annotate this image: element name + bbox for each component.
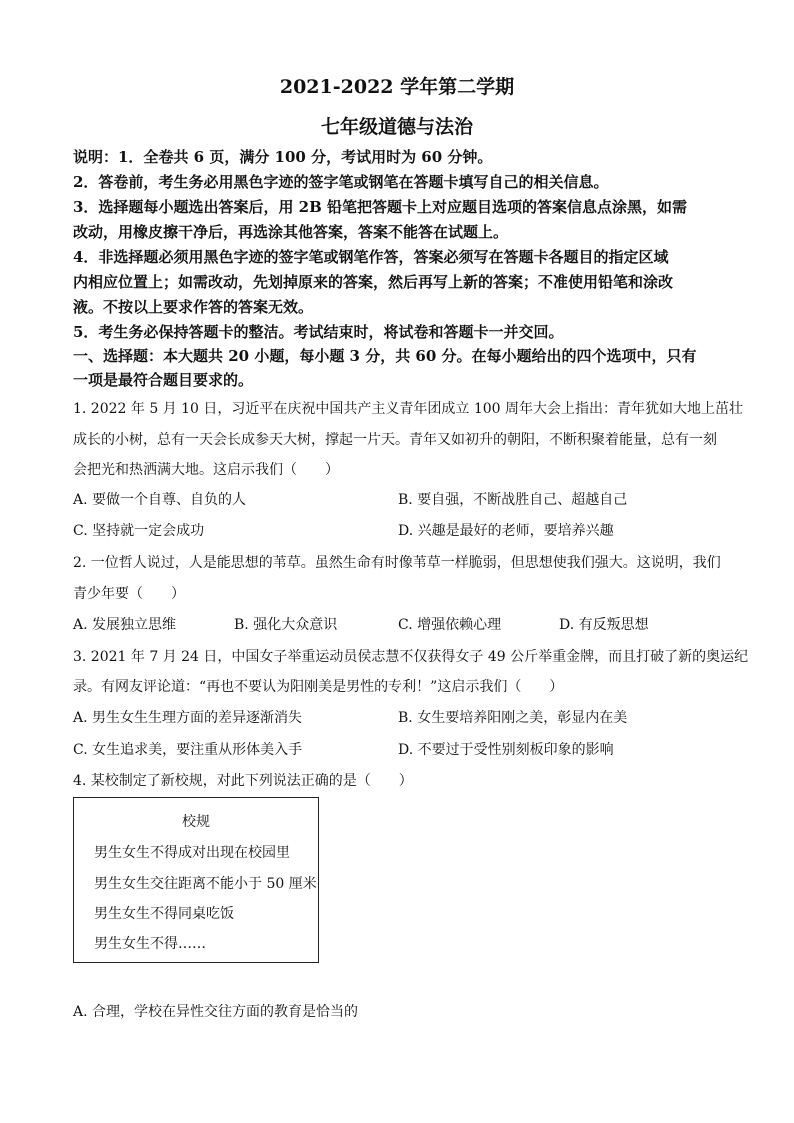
question-2-option-c: C. 增强依赖心理 <box>398 617 502 633</box>
instruction-line: 5．考生务必保持答题卡的整洁。考试结束时，将试卷和答题卡一并交回。 <box>73 323 564 341</box>
school-rules-title: 校规 <box>182 814 210 830</box>
question-3-option-a: A. 男生女生生理方面的差异逐渐消失 <box>73 710 303 726</box>
question-3-stem: 3. 2021 年 7 月 24 日，中国女子举重运动员侯志慧不仅获得女子 49 公斤举重金牌，而且打破了新的奥运纪 <box>73 649 749 665</box>
section-heading: 一项是最符合题目要求的。 <box>73 371 254 389</box>
section-heading: 一、选择题：本大题共 20 小题，每小题 3 分，共 60 分。在每小题给出的四个选项中，只有 <box>73 347 697 365</box>
school-rules-box <box>73 797 319 963</box>
question-1-option-c: C. 坚持就一定会成功 <box>73 523 205 539</box>
question-3-option-d: D. 不要过于受性别刻板印象的影响 <box>398 742 614 758</box>
question-1-stem: 成长的小树，总有一天会长成参天大树，撑起一片天。青年又如初升的朝阳，不断积聚着能量，总有一刻 <box>73 432 717 448</box>
question-3-option-b: B. 女生要培养阳刚之美，彰显内在美 <box>398 710 628 726</box>
question-1-stem: 会把光和热洒满大地。这启示我们（ ） <box>73 462 339 478</box>
instruction-line: 液。不按以上要求作答的答案无效。 <box>73 298 314 316</box>
question-2-option-a: A. 发展独立思维 <box>73 617 177 633</box>
question-2-stem: 青少年要（ ） <box>73 586 185 602</box>
question-1-option-b: B. 要自强，不断战胜自己、超越自己 <box>398 492 628 508</box>
exam-subject-title: 七年级道德与法治 <box>320 116 473 138</box>
question-1-stem: 1. 2022 年 5 月 10 日，习近平在庆祝中国共产主义青年团成立 100 周年大会上指出：青年犹如大地上茁壮 <box>73 401 744 417</box>
instruction-line: 2．答卷前，考生务必用黑色字迹的签字笔或钢笔在答题卡填写自己的相关信息。 <box>73 173 609 191</box>
question-3-option-c: C. 女生追求美，要注重从形体美入手 <box>73 742 303 758</box>
question-1-option-a: A. 要做一个自尊、自负的人 <box>73 492 247 508</box>
question-4-option-a: A. 合理，学校在异性交往方面的教育是恰当的 <box>73 1004 359 1020</box>
instruction-line: 说明：1．全卷共 6 页，满分 100 分，考试用时为 60 分钟。 <box>73 148 493 166</box>
instruction-line: 4．非选择题必须用黑色字迹的签字笔或钢笔作答，答案必须写在答题卡各题目的指定区域 <box>73 248 669 266</box>
question-2-option-b: B. 强化大众意识 <box>234 617 338 633</box>
school-rule-item: 男生女生交往距离不能小于 50 厘米 <box>94 876 317 892</box>
school-rule-item: 男生女生不得成对出现在校园里 <box>94 845 290 861</box>
instruction-line: 3．选择题每小题选出答案后，用 2B 铅笔把答题卡上对应题目选项的答案信息点涂黑，如需 <box>73 198 688 216</box>
school-rule-item: 男生女生不得…… <box>94 936 206 952</box>
school-rule-item: 男生女生不得同桌吃饭 <box>94 906 234 922</box>
question-2-stem: 2. 一位哲人说过，人是能思想的苇草。虽然生命有时像苇草一样脆弱，但思想使我们强大。这说明，我们 <box>73 555 721 571</box>
exam-term-title: 2021-2022 学年第二学期 <box>279 76 515 98</box>
instruction-line: 内相应位置上；如需改动，先划掉原来的答案，然后再写上新的答案；不准使用铅笔和涂改 <box>73 273 674 291</box>
instruction-line: 改动，用橡皮擦干净后，再选涂其他答案，答案不能答在试题上。 <box>73 223 509 241</box>
question-4-stem: 4. 某校制定了新校规，对此下列说法正确的是（ ） <box>73 773 413 789</box>
question-3-stem: 录。有网友评论道：“再也不要认为阳刚美是男性的专利！”这启示我们（ ） <box>73 679 564 695</box>
question-2-option-d: D. 有反叛思想 <box>559 617 649 633</box>
question-1-option-d: D. 兴趣是最好的老师，要培养兴趣 <box>398 523 614 539</box>
